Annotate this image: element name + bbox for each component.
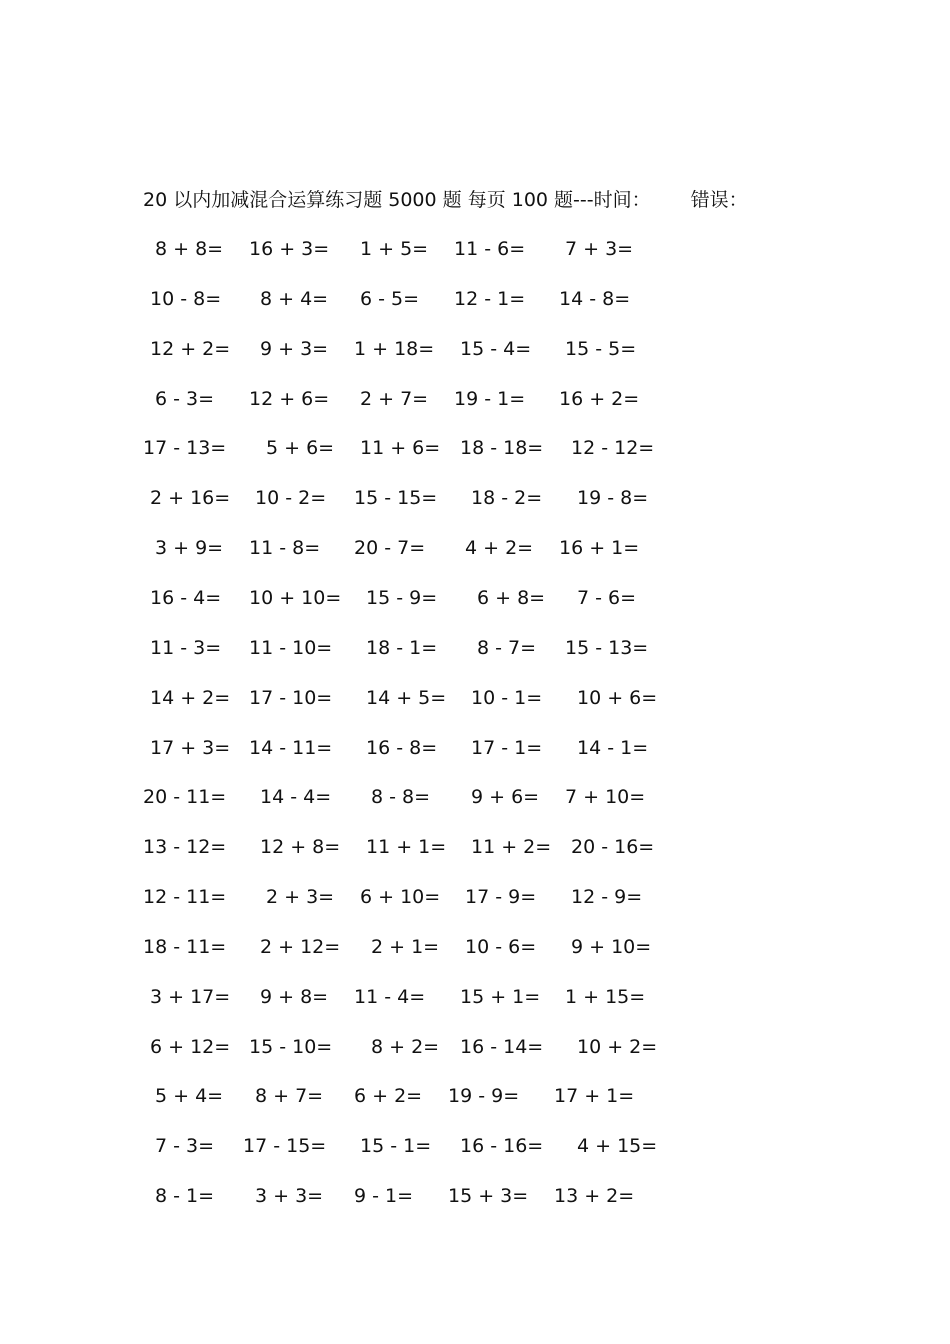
- math-problem: 10 - 1=: [471, 686, 543, 709]
- math-problem: 15 - 13=: [565, 636, 649, 659]
- problem-row: [0, 633, 950, 663]
- math-problem: 17 - 9=: [465, 886, 537, 909]
- math-problem: 12 - 1=: [454, 287, 526, 310]
- math-problem: 17 + 3=: [150, 736, 231, 759]
- problem-row: [0, 334, 950, 364]
- math-problem: 9 - 1=: [354, 1185, 414, 1208]
- math-problem: 8 + 2=: [371, 1035, 440, 1058]
- math-problem: 13 + 2=: [554, 1185, 635, 1208]
- problem-row: [0, 284, 950, 314]
- math-problem: 8 - 1=: [155, 1185, 215, 1208]
- math-problem: 11 + 1=: [366, 836, 447, 859]
- problem-row: [0, 483, 950, 513]
- math-problem: 8 + 4=: [260, 287, 329, 310]
- math-problem: 11 - 6=: [454, 238, 526, 260]
- math-problem: 16 + 2=: [559, 387, 640, 410]
- math-problem: 15 - 10=: [249, 1035, 333, 1058]
- math-problem: 15 - 4=: [460, 337, 532, 360]
- math-problem: 15 + 1=: [460, 985, 541, 1008]
- worksheet-title: 20 以内加减混合运算练习题 5000 题 每页 100 题---时间：: [143, 189, 651, 211]
- math-problem: 12 + 2=: [150, 337, 231, 360]
- math-problem: 15 - 5=: [565, 337, 637, 360]
- math-problem: 10 - 8=: [150, 287, 222, 310]
- math-problem: 8 + 8=: [155, 238, 224, 260]
- math-problem: 6 + 10=: [360, 886, 441, 909]
- math-problem: 17 - 1=: [471, 736, 543, 759]
- math-problem: 6 + 8=: [477, 586, 546, 609]
- math-problem: 13 - 12=: [143, 836, 227, 859]
- math-problem: 5 + 6=: [266, 437, 335, 460]
- math-problem: 7 + 10=: [565, 786, 646, 809]
- math-problem: 14 - 11=: [249, 736, 333, 759]
- math-problem: 16 + 1=: [559, 537, 640, 560]
- problem-row: [0, 1131, 950, 1161]
- math-problem: 1 + 18=: [354, 337, 435, 360]
- math-problem: 8 + 7=: [255, 1085, 324, 1108]
- math-problem: 10 - 6=: [465, 935, 537, 958]
- math-problem: 11 + 6=: [360, 437, 441, 460]
- math-problem: 18 - 11=: [143, 935, 227, 958]
- errors-label: 错误：: [690, 189, 748, 211]
- math-problem: 14 - 4=: [260, 786, 332, 809]
- problem-row: [0, 1032, 950, 1062]
- math-problem: 2 + 12=: [260, 935, 341, 958]
- problem-row: [0, 733, 950, 763]
- math-problem: 6 - 3=: [155, 387, 215, 410]
- problem-row: [0, 683, 950, 713]
- math-problem: 9 + 3=: [260, 337, 329, 360]
- math-problem: 1 + 5=: [360, 238, 429, 260]
- math-problem: 1 + 15=: [565, 985, 646, 1008]
- math-problem: 11 - 10=: [249, 636, 333, 659]
- math-problem: 20 - 16=: [571, 836, 655, 859]
- math-problem: 18 - 18=: [460, 437, 544, 460]
- math-problem: 8 - 7=: [477, 636, 537, 659]
- problem-row: [0, 234, 950, 264]
- problem-row: [0, 583, 950, 613]
- math-problem: 2 + 7=: [360, 387, 429, 410]
- math-problem: 19 - 8=: [577, 487, 649, 510]
- math-problem: 9 + 8=: [260, 985, 329, 1008]
- problem-row: [0, 1081, 950, 1111]
- math-problem: 19 - 1=: [454, 387, 526, 410]
- math-problem: 11 - 3=: [150, 636, 222, 659]
- problem-row: [0, 384, 950, 414]
- math-problem: 16 - 14=: [460, 1035, 544, 1058]
- math-problem: 17 - 13=: [143, 437, 227, 460]
- math-problem: 3 + 17=: [150, 985, 231, 1008]
- math-problem: 11 - 4=: [354, 985, 426, 1008]
- math-problem: 10 + 10=: [249, 586, 342, 609]
- math-problem: 6 + 12=: [150, 1035, 231, 1058]
- math-problem: 11 - 8=: [249, 537, 321, 560]
- math-problem: 16 - 16=: [460, 1135, 544, 1158]
- math-problem: 17 - 10=: [249, 686, 333, 709]
- problem-row: [0, 782, 950, 812]
- math-problem: 6 + 2=: [354, 1085, 423, 1108]
- math-problem: 6 - 5=: [360, 287, 420, 310]
- math-problem: 14 - 8=: [559, 287, 631, 310]
- math-problem: 16 - 4=: [150, 586, 222, 609]
- math-problem: 20 - 7=: [354, 537, 426, 560]
- math-problem: 4 + 2=: [465, 537, 534, 560]
- math-problem: 11 + 2=: [471, 836, 552, 859]
- math-problem: 7 - 6=: [577, 586, 637, 609]
- math-problem: 16 - 8=: [366, 736, 438, 759]
- math-problem: 14 - 1=: [577, 736, 649, 759]
- math-problem: 18 - 2=: [471, 487, 543, 510]
- math-problem: 15 - 1=: [360, 1135, 432, 1158]
- problem-row: [0, 932, 950, 962]
- math-problem: 15 + 3=: [448, 1185, 529, 1208]
- math-problem: 7 + 3=: [565, 238, 634, 260]
- problem-row: [0, 433, 950, 463]
- math-problem: 12 - 11=: [143, 886, 227, 909]
- math-problem: 9 + 10=: [571, 935, 652, 958]
- math-problem: 8 - 8=: [371, 786, 431, 809]
- math-problem: 4 + 15=: [577, 1135, 658, 1158]
- math-problem: 5 + 4=: [155, 1085, 224, 1108]
- math-problem: 19 - 9=: [448, 1085, 520, 1108]
- math-problem: 2 + 16=: [150, 487, 231, 510]
- problem-row: [0, 832, 950, 862]
- math-problem: 17 - 15=: [243, 1135, 327, 1158]
- problem-row: [0, 1181, 950, 1211]
- math-problem: 15 - 15=: [354, 487, 438, 510]
- math-problem: 17 + 1=: [554, 1085, 635, 1108]
- math-problem: 10 + 2=: [577, 1035, 658, 1058]
- math-problem: 14 + 2=: [150, 686, 231, 709]
- math-problem: 20 - 11=: [143, 786, 227, 809]
- math-problem: 2 + 1=: [371, 935, 440, 958]
- math-problem: 10 - 2=: [255, 487, 327, 510]
- math-problem: 12 + 6=: [249, 387, 330, 410]
- math-problem: 3 + 3=: [255, 1185, 324, 1208]
- math-problem: 14 + 5=: [366, 686, 447, 709]
- math-problem: 12 - 12=: [571, 437, 655, 460]
- math-problem: 2 + 3=: [266, 886, 335, 909]
- math-problem: 10 + 6=: [577, 686, 658, 709]
- math-problem: 9 + 6=: [471, 786, 540, 809]
- math-problem: 15 - 9=: [366, 586, 438, 609]
- math-problem: 3 + 9=: [155, 537, 224, 560]
- math-problem: 12 - 9=: [571, 886, 643, 909]
- math-problem: 7 - 3=: [155, 1135, 215, 1158]
- math-problem: 12 + 8=: [260, 836, 341, 859]
- problem-row: [0, 982, 950, 1012]
- problem-row: [0, 533, 950, 563]
- math-problem: 18 - 1=: [366, 636, 438, 659]
- math-problem: 16 + 3=: [249, 238, 330, 260]
- worksheet-header: [143, 186, 748, 214]
- problem-row: [0, 882, 950, 912]
